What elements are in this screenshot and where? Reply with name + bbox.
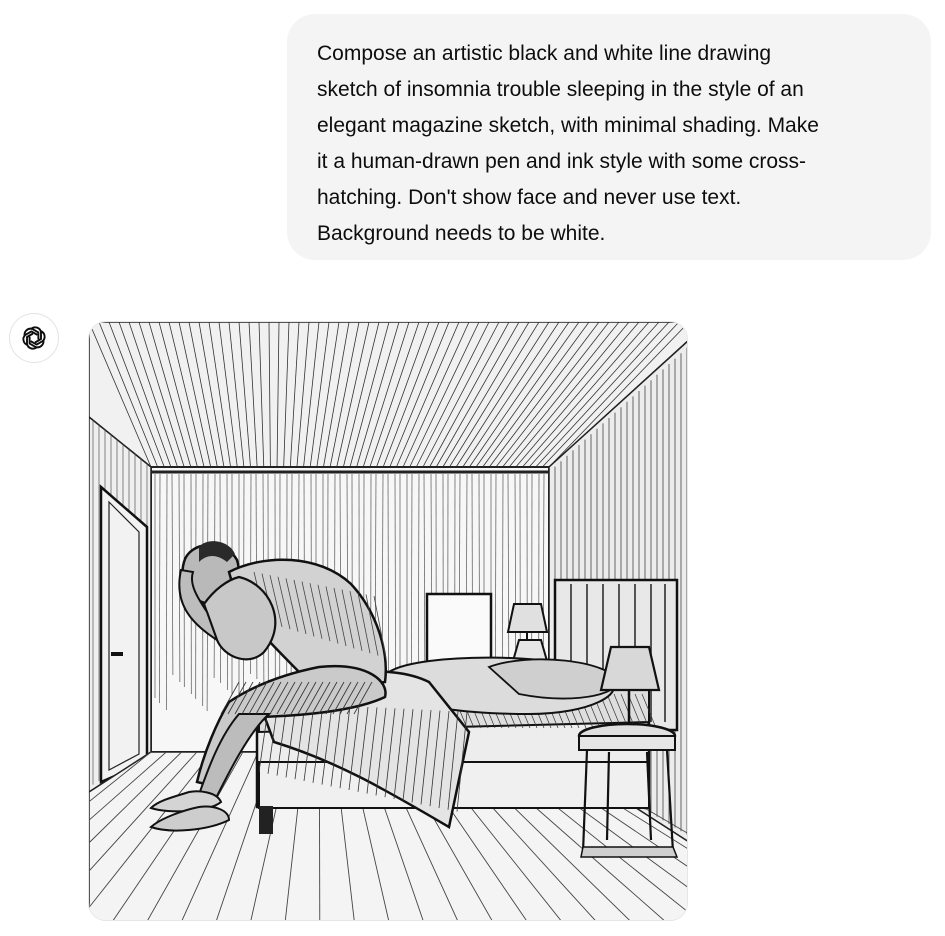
user-message-text: Compose an artistic black and white line drawing sketch of insomnia trouble sleeping in the style of an elegant magazine sketch, with minimal shading. Make it a human-drawn pen and ink style with some cross- hatching. Don't show face and never use text. Background needs to be white. bbox=[317, 42, 819, 245]
user-message-bubble bbox=[287, 14, 931, 260]
generated-image[interactable] bbox=[88, 321, 688, 921]
sketch-insomnia-bedroom-image bbox=[89, 322, 688, 921]
openai-logo-icon bbox=[20, 324, 48, 352]
assistant-avatar bbox=[9, 313, 59, 363]
